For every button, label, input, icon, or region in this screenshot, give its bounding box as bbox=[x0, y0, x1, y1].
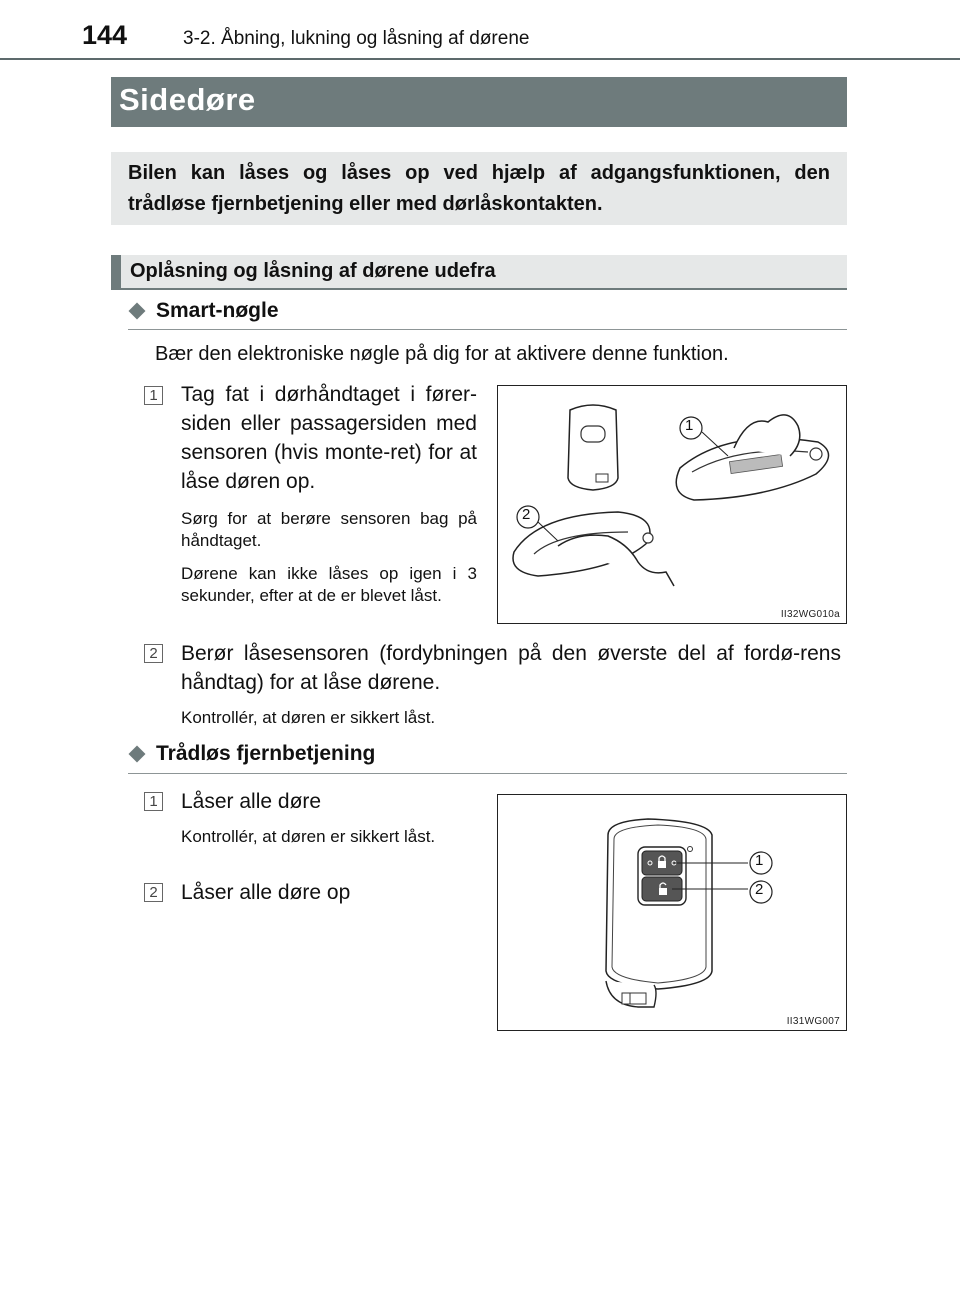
step-number-label: 2 bbox=[149, 884, 158, 901]
remote-rule bbox=[128, 773, 847, 774]
diamond-bullet-icon bbox=[129, 303, 146, 320]
key-fob-icon bbox=[606, 819, 712, 1007]
step-number-1 bbox=[144, 386, 163, 405]
subsection-bar bbox=[111, 255, 847, 290]
step-1-text: Tag fat i dørhåndtaget i fører-siden eller passagersiden med sensoren (hvis monte-ret) for at låse døren op. bbox=[181, 383, 477, 493]
figure-1-callout-1: 1 bbox=[685, 417, 694, 434]
smart-key-heading: Smart-nøgle bbox=[156, 299, 279, 322]
figure-2-callout-2: 2 bbox=[755, 881, 764, 898]
remote-step-number-1 bbox=[144, 792, 163, 811]
remote-step-1-note: Kontrollér, at døren er sikkert låst. bbox=[181, 827, 436, 846]
subsection-title: Oplåsning og låsning af dørene udefra bbox=[130, 260, 496, 282]
page-number: 144 bbox=[82, 20, 128, 50]
intro-text: Bilen kan låses og låses op ved hjælp af adgangsfunktionen, den trådløse fjernbetjening eller med dørlåskontakten. bbox=[128, 162, 830, 215]
smart-key-fob-icon bbox=[568, 405, 618, 490]
step-2-text: Berør låsesensoren (fordybningen på den øverste del af fordø-rens håndtag) for at låse dørene. bbox=[181, 642, 841, 694]
smart-key-rule bbox=[128, 329, 847, 330]
step-1-note-1: Sørg for at berøre sensoren bag på håndtaget. bbox=[181, 509, 477, 550]
step-number-label: 1 bbox=[149, 793, 158, 810]
page-title: Sidedøre bbox=[119, 82, 256, 117]
header-rule bbox=[0, 58, 960, 60]
figure-1-code: II32WG010a bbox=[780, 609, 840, 620]
figure-1-callout-2: 2 bbox=[522, 506, 531, 523]
step-2-note: Kontrollér, at døren er sikkert låst. bbox=[181, 708, 436, 727]
diamond-bullet-icon bbox=[129, 746, 146, 763]
step-number-2 bbox=[144, 644, 163, 663]
door-handle-illustration bbox=[498, 386, 846, 623]
intro-box bbox=[111, 152, 847, 225]
remote-step-1-text: Låser alle døre bbox=[181, 790, 322, 813]
section-reference: 3-2. Åbning, lukning og låsning af dørene bbox=[183, 28, 530, 49]
remote-step-number-2 bbox=[144, 883, 163, 902]
door-handle-figure bbox=[497, 385, 847, 624]
remote-step-2-text: Låser alle døre op bbox=[181, 881, 351, 904]
step-number-label: 1 bbox=[149, 387, 158, 404]
title-bar bbox=[111, 77, 847, 127]
subsection-accent bbox=[111, 255, 121, 288]
step-1-note-2: Dørene kan ikke låses op igen i 3 sekunder, efter at de er blevet låst. bbox=[181, 564, 477, 605]
remote-fob-illustration bbox=[498, 795, 846, 1030]
smart-key-lead: Bær den elektroniske nøgle på dig for at aktivere denne funktion. bbox=[155, 343, 729, 365]
remote-heading: Trådløs fjernbetjening bbox=[156, 742, 376, 765]
remote-fob-figure bbox=[497, 794, 847, 1031]
step-number-label: 2 bbox=[149, 645, 158, 662]
figure-2-callout-1: 1 bbox=[755, 852, 764, 869]
figure-2-code: II31WG007 bbox=[786, 1016, 840, 1027]
